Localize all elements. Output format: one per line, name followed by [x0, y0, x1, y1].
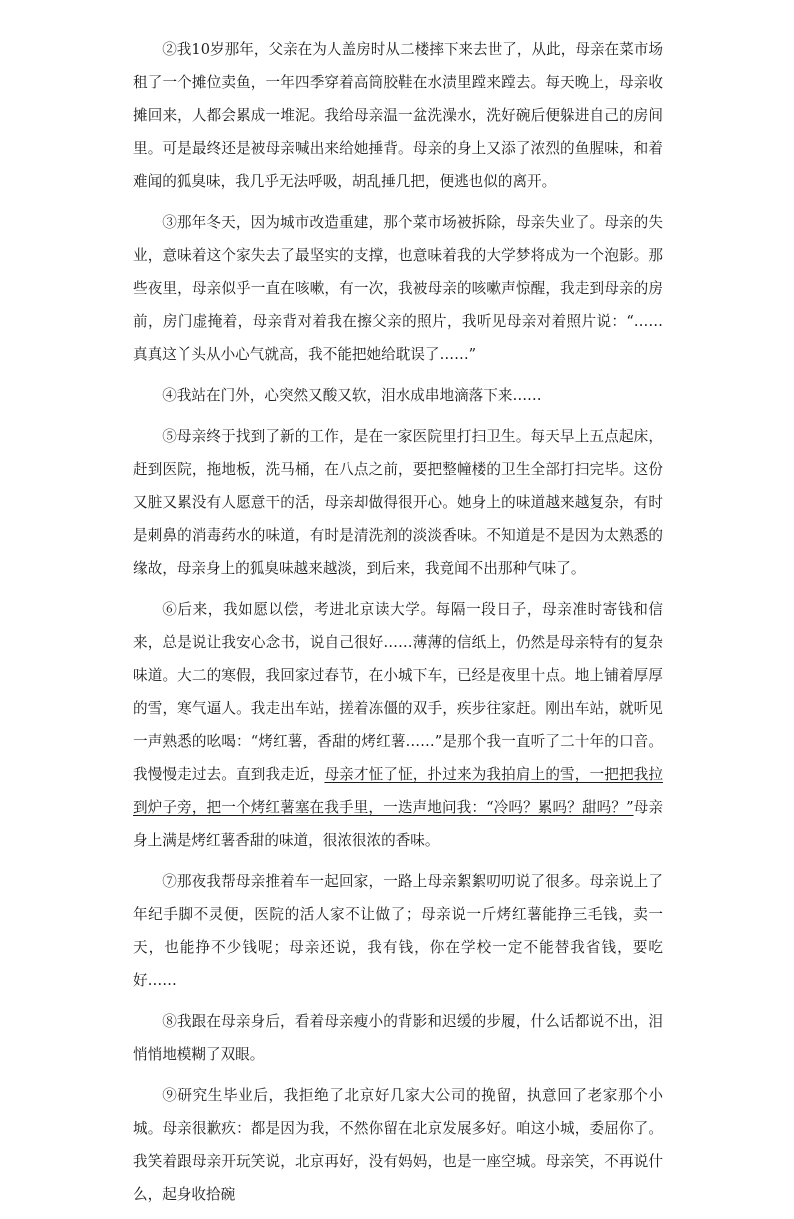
paragraph-9: [133, 1079, 663, 1211]
paragraph-text: 母亲身上满是烤红薯香甜的味道，很浓很浓的香味。: [133, 799, 663, 849]
paragraph-2: [133, 33, 663, 198]
paragraph-7: [133, 865, 663, 997]
paragraph-text: ④我站在门外，心突然又酸又软，泪水成串地滴落下来……: [162, 387, 542, 404]
paragraph-8: [133, 1005, 663, 1071]
paragraph-text: ⑤母亲终于找到了新的工作，是在一家医院里打扫卫生。每天早上五点起床，赶到医院，拖地板，洗马桶，在八点之前，要把整幢楼的卫生全部打扫完毕。这份又脏又累没有人愿意干的活，母亲却做得很开心。她身上的味道越来越复杂，有时是刺鼻的消毒药水的味道，有时是清洗剂的淡淡香味。不知道是不是因为太熟悉的缘故，母亲身上的狐臭味越来越淡，到后来，我竟闻不出那种气味了。: [133, 428, 663, 577]
paragraph-text: ②我10岁那年，父亲在为人盖房时从二楼摔下来去世了，从此，母亲在菜市场租了一个摊位卖鱼，一年四季穿着高筒胶鞋在水渍里蹚来蹚去。每天晚上，母亲收摊回来，人都会累成一堆泥。我给母亲温一盆洗澡水，洗好碗后便躲进自己的房间里。可是最终还是被母亲喊出来给她捶背。母亲的身上又添了浓烈的鱼腥味，和着难闻的狐臭味，我几乎无法呼吸，胡乱捶几把，便逃也似的离开。: [133, 41, 663, 190]
paragraph-text: ⑧我跟在母亲身后，看着母亲瘦小的背影和迟缓的步履，什么话都说不出，泪悄悄地模糊了双眼。: [133, 1013, 663, 1063]
paragraph-6: [133, 593, 663, 857]
paragraph-text: ⑦那夜我帮母亲推着车一起回家，一路上母亲絮絮叨叨说了很多。母亲说上了年纪手脚不灵便，医院的活人家不让做了；母亲说一斤烤红薯能挣三毛钱，卖一天，也能挣不少钱呢；母亲还说，我有钱，你在学校一定不能替我省钱，要吃好……: [133, 873, 663, 989]
paragraph-5: [133, 420, 663, 585]
paragraph-text: ③那年冬天，因为城市改造重建，那个菜市场被拆除，母亲失业了。母亲的失业，意味着这个家失去了最坚实的支撑，也意味着我的大学梦将成为一个泡影。那些夜里，母亲似乎一直在咳嗽，有一次，我被母亲的咳嗽声惊醒，我走到母亲的房前，房门虚掩着，母亲背对着我在擦父亲的照片，我听见母亲对着照片说：“……真真这丫头从小心气就高，我不能把她给耽误了……”: [133, 214, 663, 363]
paragraph-text: ⑥后来，我如愿以偿，考进北京读大学。每隔一段日子，母亲准时寄钱和信来，总是说让我安心念书，说自己很好……薄薄的信纸上，仍然是母亲特有的复杂味道。大二的寒假，我回家过春节，在小城下车，已经是夜里十点。地上铺着厚厚的雪，寒气逼人。我走出车站，搓着冻僵的双手，疾步往家赶。刚出车站，就听见一声熟悉的吆喝：“烤红薯，香甜的烤红薯……”是那个我一直听了二十年的口音。我慢慢走过去。直到我走近，: [133, 601, 663, 783]
paragraph-4: [133, 379, 663, 412]
document-page: [133, 33, 663, 1219]
underlined-sentence: 母亲才怔了怔，扑过来为我拍肩上的雪，一把把我拉到炉子旁，把一个烤红薯塞在我手里，一迭声地问我：“冷吗？累吗？甜吗？”: [133, 766, 663, 816]
paragraph-3: [133, 206, 663, 371]
paragraph-text: ⑨研究生毕业后，我拒绝了北京好几家大公司的挽留，执意回了老家那个小城。母亲很歉疚：都是因为我，不然你留在北京发展多好。咱这小城，委屈你了。我笑着跟母亲开玩笑说，北京再好，没有妈妈，也是一座空城。母亲笑，不再说什么，起身收拾碗: [133, 1087, 663, 1203]
